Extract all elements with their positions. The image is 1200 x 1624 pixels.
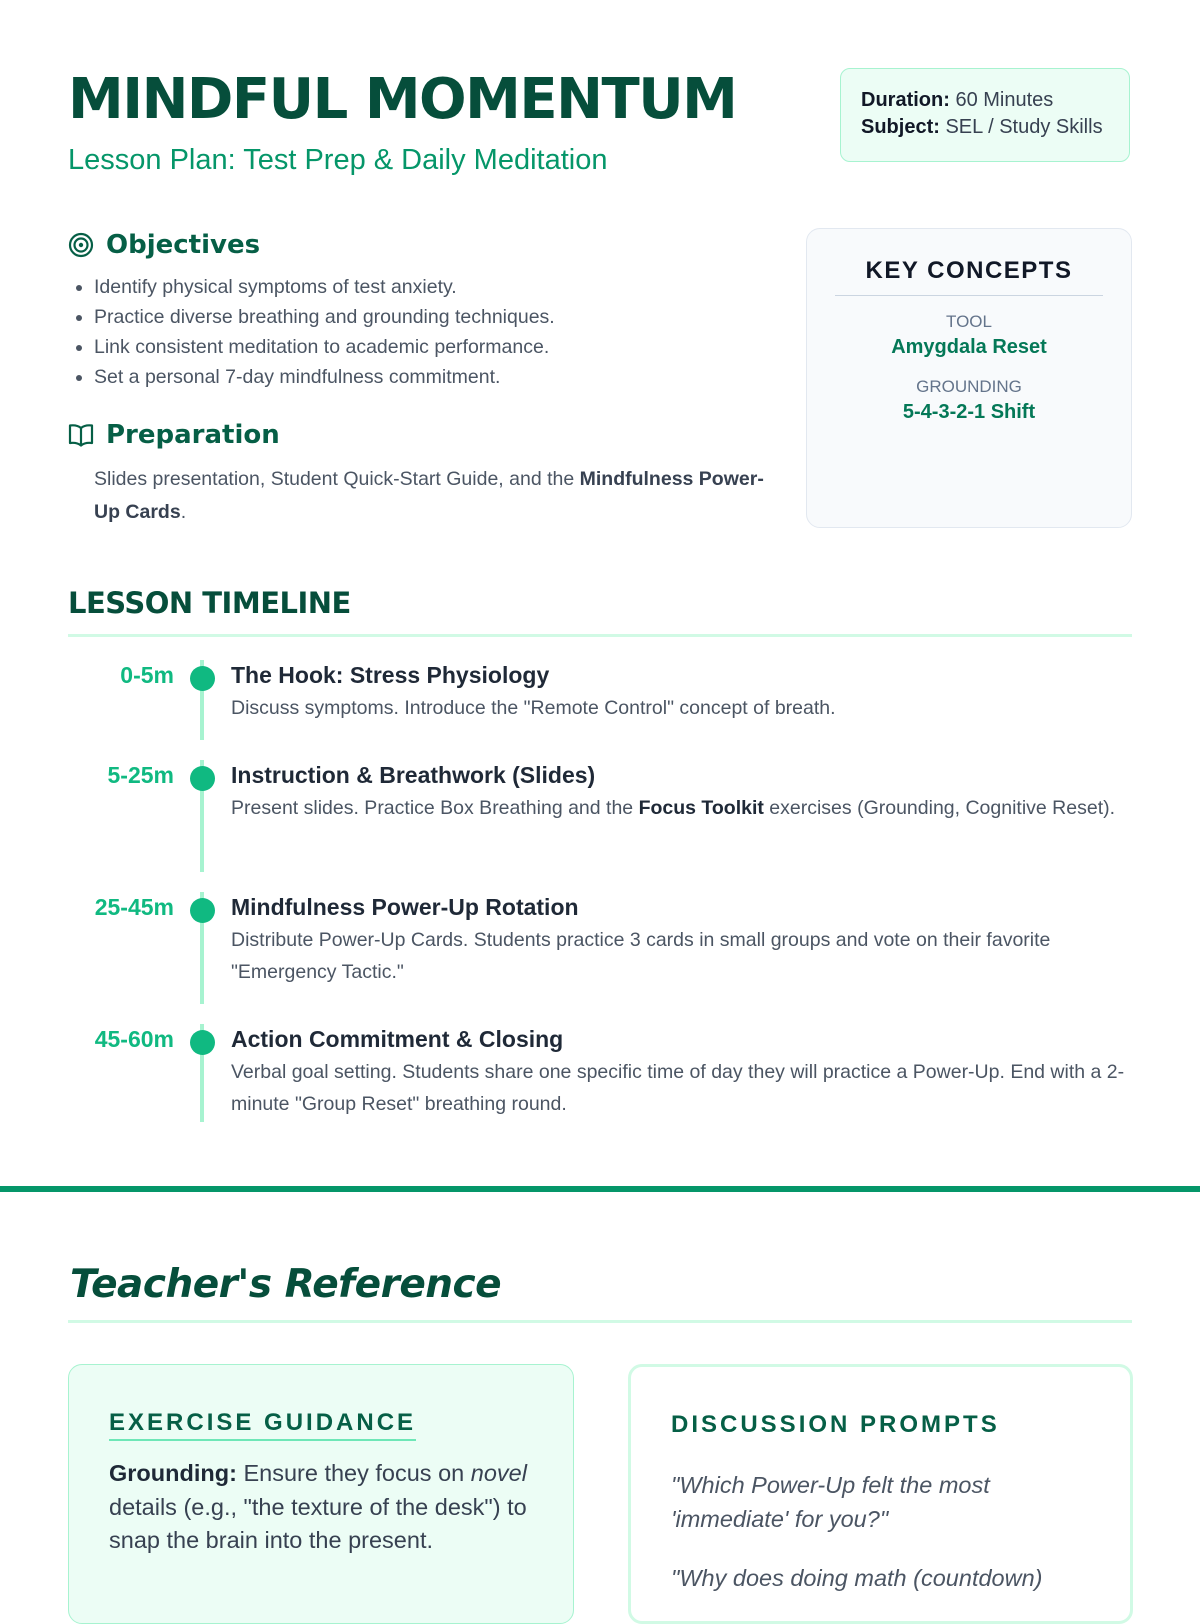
list-item: • Set a personal 7-day mindfulness commitment. [94,362,794,392]
prep-text-end: . [180,501,187,523]
timeline-time: 0-5m [120,662,174,688]
exercise-guidance-heading: EXERCISE GUIDANCE [109,1409,416,1441]
objectives-heading-text: Objectives [106,230,261,260]
objectives-list [68,272,794,392]
timeline-dot [190,766,215,791]
guidance-text-part: Ensure they focus on [236,1460,471,1486]
concept-label: GROUNDING [916,377,1022,396]
preparation-text [94,463,774,529]
page-subtitle: Lesson Plan: Test Prep & Daily Meditation [68,144,608,176]
key-concepts-title: KEY CONCEPTS [835,257,1103,296]
timeline-item-desc [231,792,1136,824]
subject-row [861,114,1109,141]
timeline-item-desc [231,924,1136,988]
target-icon [68,232,94,258]
objectives-heading [68,230,260,260]
subject-value: SEL / Study Skills [945,116,1103,138]
guidance-text-part: details (e.g., "the texture of the desk") to snap the brain into the present. [109,1493,527,1553]
reference-heading: Teacher's Reference [70,1262,502,1307]
duration-row [861,87,1109,114]
timeline-item-title: Mindfulness Power-Up Rotation [231,894,579,920]
guidance-lead: Grounding: [109,1460,237,1486]
discussion-prompts-card [628,1364,1133,1624]
lesson-meta-box [840,68,1130,162]
exercise-guidance-card [68,1364,574,1624]
timeline-dot [190,898,215,923]
timeline-item-title: The Hook: Stress Physiology [231,662,550,688]
timeline-item-desc [231,1056,1136,1120]
list-item: • Identify physical symptoms of test anxiety. [94,272,794,302]
timeline-heading: LESSON TIMELINE [68,586,351,620]
page-divider [0,1186,1200,1192]
exercise-guidance-text [109,1457,539,1558]
timeline-dot [190,1030,215,1055]
timeline-time: 45-60m [94,1026,174,1052]
timeline-time: 5-25m [107,762,174,788]
desc-text: Verbal goal setting. Students share one specific time of day they will practice a Power-Up. End with a 2-minute "Group Reset" breathing round. [231,1061,1125,1115]
prep-text-bold: Mindfulness Power-Up Cards [94,468,764,523]
prep-text-part: Slides presentation, Student Quick-Start Guide, and the [94,468,580,490]
timeline-rule [68,634,1132,637]
preparation-heading [68,420,280,450]
timeline-time: 25-45m [94,894,174,920]
timeline-item-desc [231,692,1136,724]
timeline-dot [190,666,215,691]
concept-value: Amygdala Reset [891,336,1047,358]
discussion-prompt: "Why does doing math (countdown) [671,1565,1043,1591]
desc-bold: Focus Toolkit [638,797,764,819]
desc-text-end: exercises (Grounding, Cognitive Reset). [763,797,1116,819]
concept-value: 5-4-3-2-1 Shift [902,401,1036,423]
timeline-item-title: Action Commitment & Closing [231,1026,564,1052]
reference-rule [68,1320,1132,1323]
concept-label: TOOL [946,312,992,331]
discussion-prompts-heading: DISCUSSION PROMPTS [671,1411,1000,1438]
desc-text: Discuss symptoms. Introduce the "Remote Control" concept of breath. [231,697,836,719]
discussion-prompt: "Which Power-Up felt the most 'immediate' for you?" [671,1472,990,1532]
guidance-italic-word: novel [470,1460,527,1486]
page-title: MINDFUL MOMENTUM [68,67,737,132]
timeline-item-title: Instruction & Breathwork (Slides) [231,762,596,788]
desc-text: Distribute Power-Up Cards. Students practice 3 cards in small groups and vote on their favorite "Emergency Tactic." [231,929,1051,983]
list-item: • Practice diverse breathing and grounding techniques. [94,302,794,332]
list-item: • Link consistent meditation to academic performance. [94,332,794,362]
duration-value: 60 Minutes [955,89,1054,111]
preparation-heading-text: Preparation [106,420,280,450]
key-concepts-card [806,228,1132,528]
duration-label: Duration: [861,89,950,111]
subject-label: Subject: [861,116,940,138]
open-book-icon [68,423,94,447]
desc-text: Present slides. Practice Box Breathing and the [231,797,639,819]
